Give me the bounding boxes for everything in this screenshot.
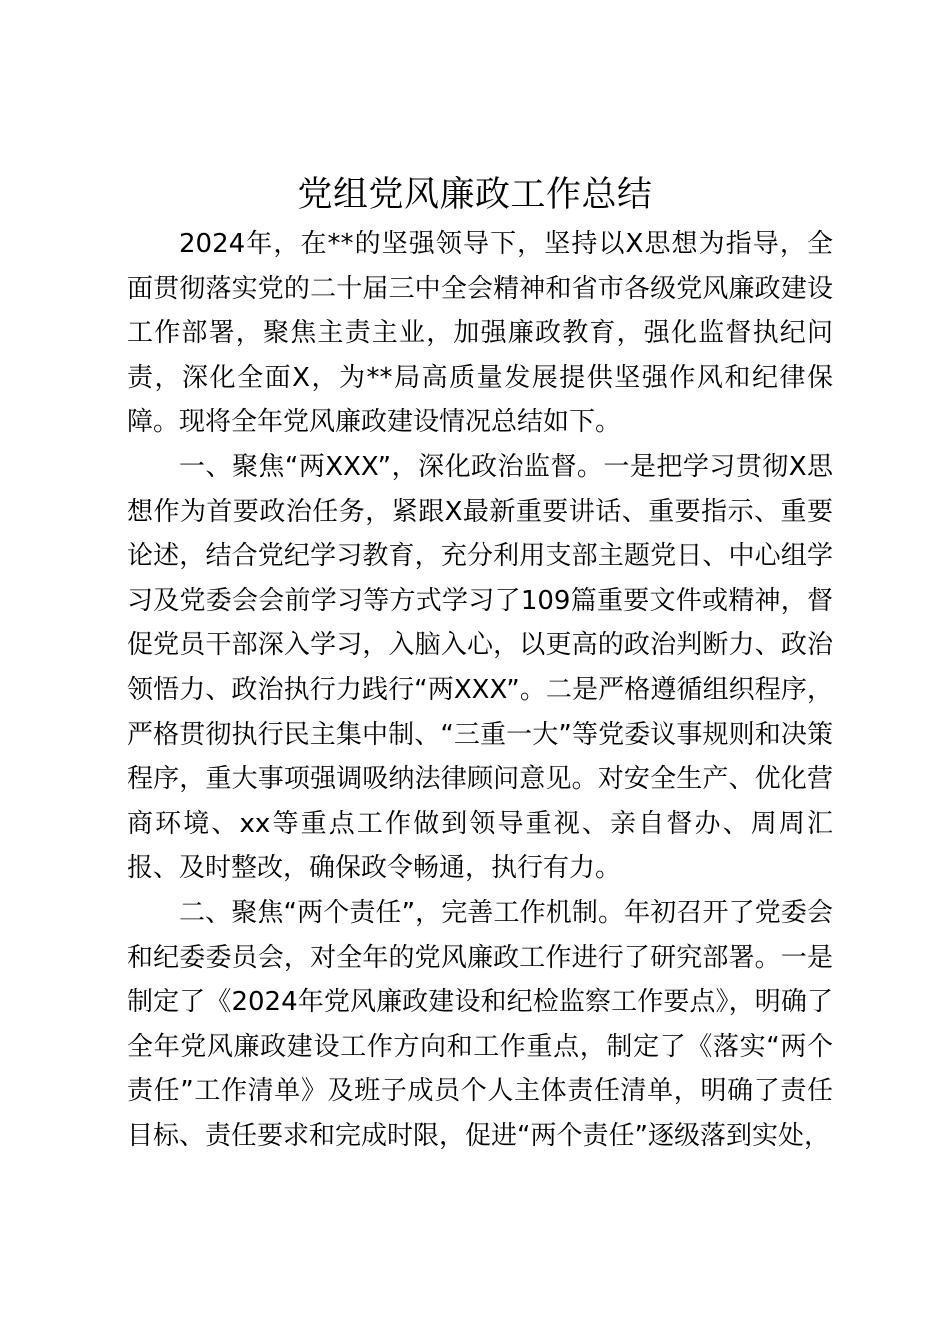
paragraph-section-two: 二、聚焦“两个责任”，完善工作机制。年初召开了党委会和纪委委员会，对全年的党风廉政工作进行了研究部署。一是制定了《2024年党风廉政建设和纪检监察工作要点》，明确了全年党风廉政建设工作方向和工作重点，制定了《落实“两个责任”工作清单》及班子成员个人主体责任清单，明确了责任目标、责任要求和完成时限，促进“两个责任”逐级落到实处， [127,897,833,1151]
paragraph-intro: 2024年，在**的坚强领导下，坚持以X思想为指导，全面贯彻落实党的二十届三中全会精神和省市各级党风廉政建设工作部署，聚焦主责主业，加强廉政教育，强化监督执纪问责，深化全面X，为**局高质量发展提供坚强作风和纪律保障。现将全年党风廉政建设情况总结如下。 [127,229,833,438]
document-title: 党组党风廉政工作总结 [297,175,653,215]
document-body [127,222,833,1158]
paragraph-section-one: 一、聚焦“两XXX”，深化政治监督。一是把学习贯彻X思想作为首要政治任务，紧跟X最新重要讲话、重要指示、重要论述，结合党纪学习教育，充分利用支部主题党日、中心组学习及党委会会前学习等方式学习了109篇重要文件或精神，督促党员干部深入学习，入脑入心，以更高的政治判断力、政治领悟力、政治执行力践行“两XXX”。二是严格遵循组织程序，严格贯彻执行民主集中制、“三重一大”等党委议事规则和决策程序，重大事项强调吸纳法律顾问意见。对安全生产、优化营商环境、xx等重点工作做到领导重视、亲自督办、周周汇报、及时整改，确保政令畅通，执行有力。 [127,451,833,884]
